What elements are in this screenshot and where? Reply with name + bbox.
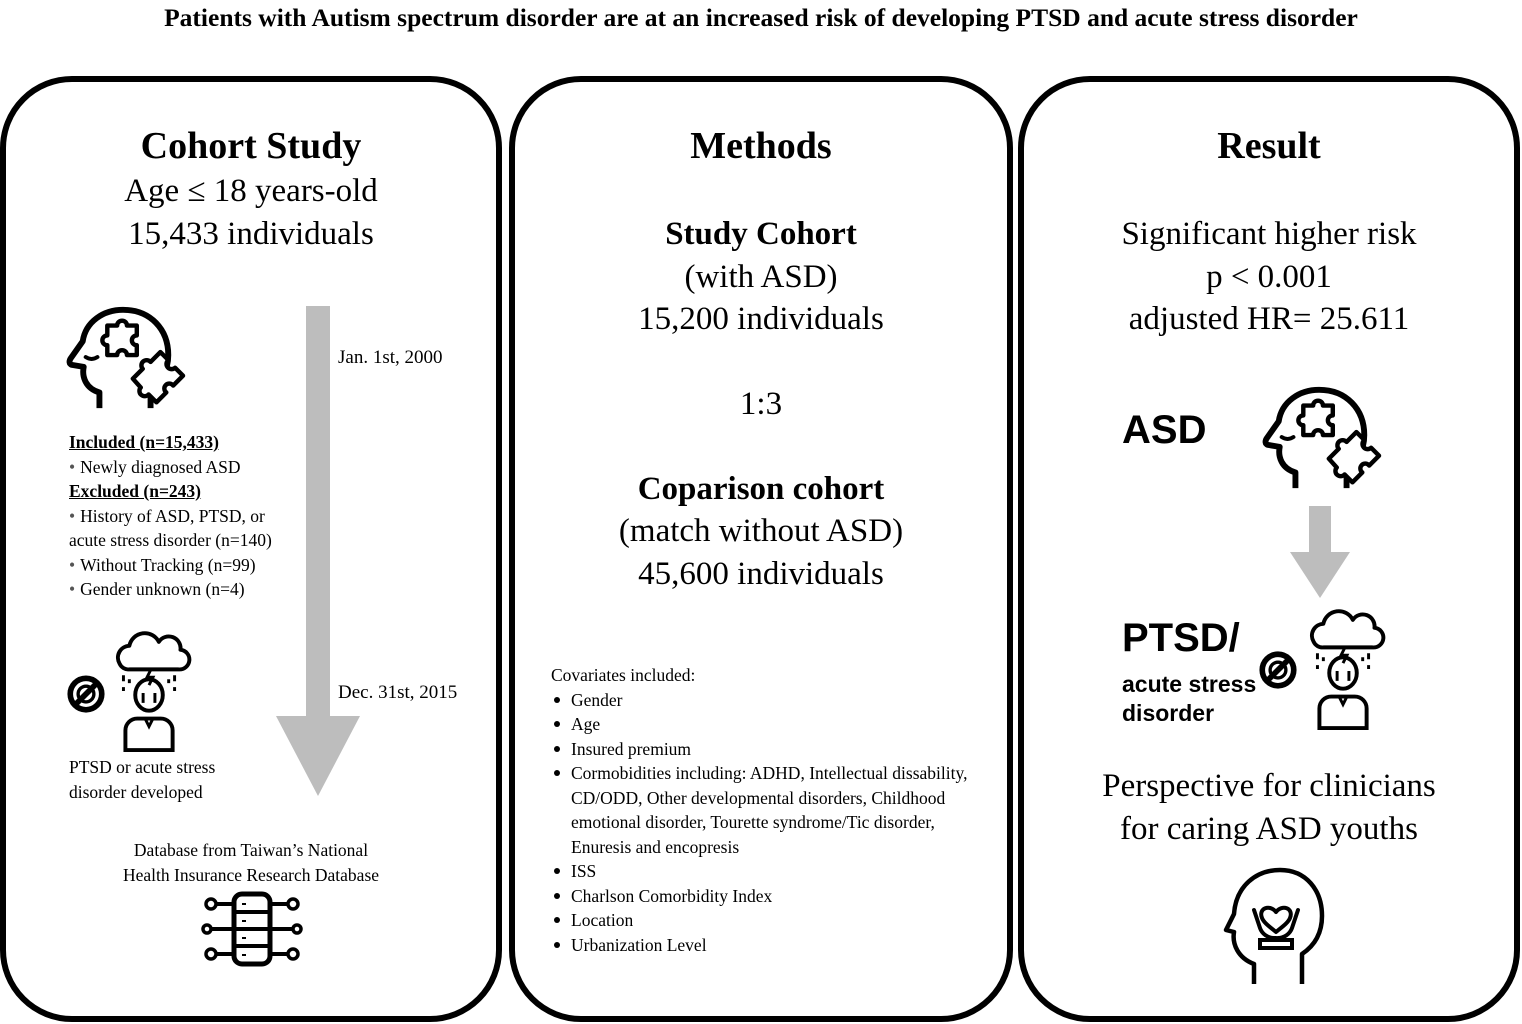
inclusion-criteria — [69, 430, 329, 602]
comparison-desc: (match without ASD) — [618, 513, 904, 549]
excluded-item-1: • History of ASD, PTSD, or — [69, 504, 329, 529]
result-line-3: adjusted HR= 25.611 — [1128, 301, 1410, 337]
perspective-line-2: for caring ASD youths — [1120, 811, 1418, 847]
excluded-heading: Excluded (n=243) — [69, 481, 202, 501]
head-puzzle-icon — [66, 300, 184, 418]
covariate-item: Location — [571, 908, 971, 933]
outcome-label — [69, 755, 215, 804]
included-heading: Included (n=15,433) — [69, 432, 219, 452]
covariate-item: Age — [571, 712, 971, 737]
page-title: Patients with Autism spectrum disorder are at an increased risk of developing PTSD and acute stress disorder — [164, 3, 1358, 32]
head-heart-hands-icon — [1224, 868, 1324, 986]
ptsd-label: PTSD/ — [1122, 616, 1240, 660]
excluded-item-3: • Gender unknown (n=4) — [69, 577, 329, 602]
covariate-item: ISS — [571, 859, 971, 884]
covariates-block — [551, 663, 971, 957]
cohort-count: 15,433 individuals — [128, 216, 374, 252]
result-line-1: Significant higher risk — [1121, 216, 1417, 252]
ptsd-sub-2: disorder — [1122, 700, 1215, 726]
covariate-item: Insured premium — [571, 737, 971, 762]
prohibited-icon — [1260, 652, 1296, 688]
perspective-line-1: Perspective for clinicians — [1102, 768, 1436, 804]
ptsd-sublabel — [1122, 670, 1256, 728]
outcome-line-2: disorder developed — [69, 781, 203, 802]
excluded-item-2: • Without Tracking (n=99) — [69, 553, 329, 578]
covariate-item: Gender — [571, 688, 971, 713]
covariates-list — [551, 688, 971, 958]
end-date: Dec. 31st, 2015 — [338, 682, 458, 703]
comparison-heading: Coparison cohort — [637, 471, 885, 507]
covariate-item: Cormobidities including: ADHD, Intellectual dissability, CD/ODD, Other developmental disorders, Childhood emotional disorder, Tourette syndrome/Tic disorder, Enuresis and encopresis — [571, 761, 971, 859]
prohibited-icon — [68, 676, 104, 712]
down-arrow-icon — [1290, 506, 1350, 598]
asd-label: ASD — [1122, 408, 1207, 452]
cohort-heading: Cohort Study — [140, 125, 362, 167]
start-date: Jan. 1st, 2000 — [338, 347, 443, 368]
result-heading: Result — [1217, 125, 1321, 167]
study-cohort-desc: (with ASD) — [684, 259, 838, 295]
included-item: • Newly diagnosed ASD — [69, 455, 329, 480]
covariate-item: Charlson Comorbidity Index — [571, 884, 971, 909]
covariate-item: Urbanization Level — [571, 933, 971, 958]
database-label — [0, 838, 502, 887]
ptsd-sub-1: acute stress — [1122, 671, 1257, 697]
comparison-count: 45,600 individuals — [638, 556, 884, 592]
person-raincloud-icon — [1310, 612, 1378, 730]
excluded-item-1-cont: acute stress disorder (n=140) — [69, 530, 272, 550]
database-circuit-icon — [202, 892, 302, 966]
person-raincloud-icon — [116, 634, 184, 752]
covariates-heading: Covariates included: — [551, 665, 696, 685]
study-cohort-count: 15,200 individuals — [638, 301, 884, 337]
database-line-2: Health Insurance Research Database — [122, 864, 380, 885]
methods-heading: Methods — [690, 125, 832, 167]
database-line-1: Database from Taiwan’s National — [133, 840, 369, 860]
study-cohort-heading: Study Cohort — [665, 216, 857, 252]
result-line-2: p < 0.001 — [1206, 259, 1332, 295]
cohort-age: Age ≤ 18 years-old — [124, 173, 378, 209]
cohort-ratio: 1:3 — [739, 386, 783, 422]
outcome-line-1: PTSD or acute stress — [69, 757, 216, 777]
head-puzzle-icon — [1262, 384, 1380, 494]
